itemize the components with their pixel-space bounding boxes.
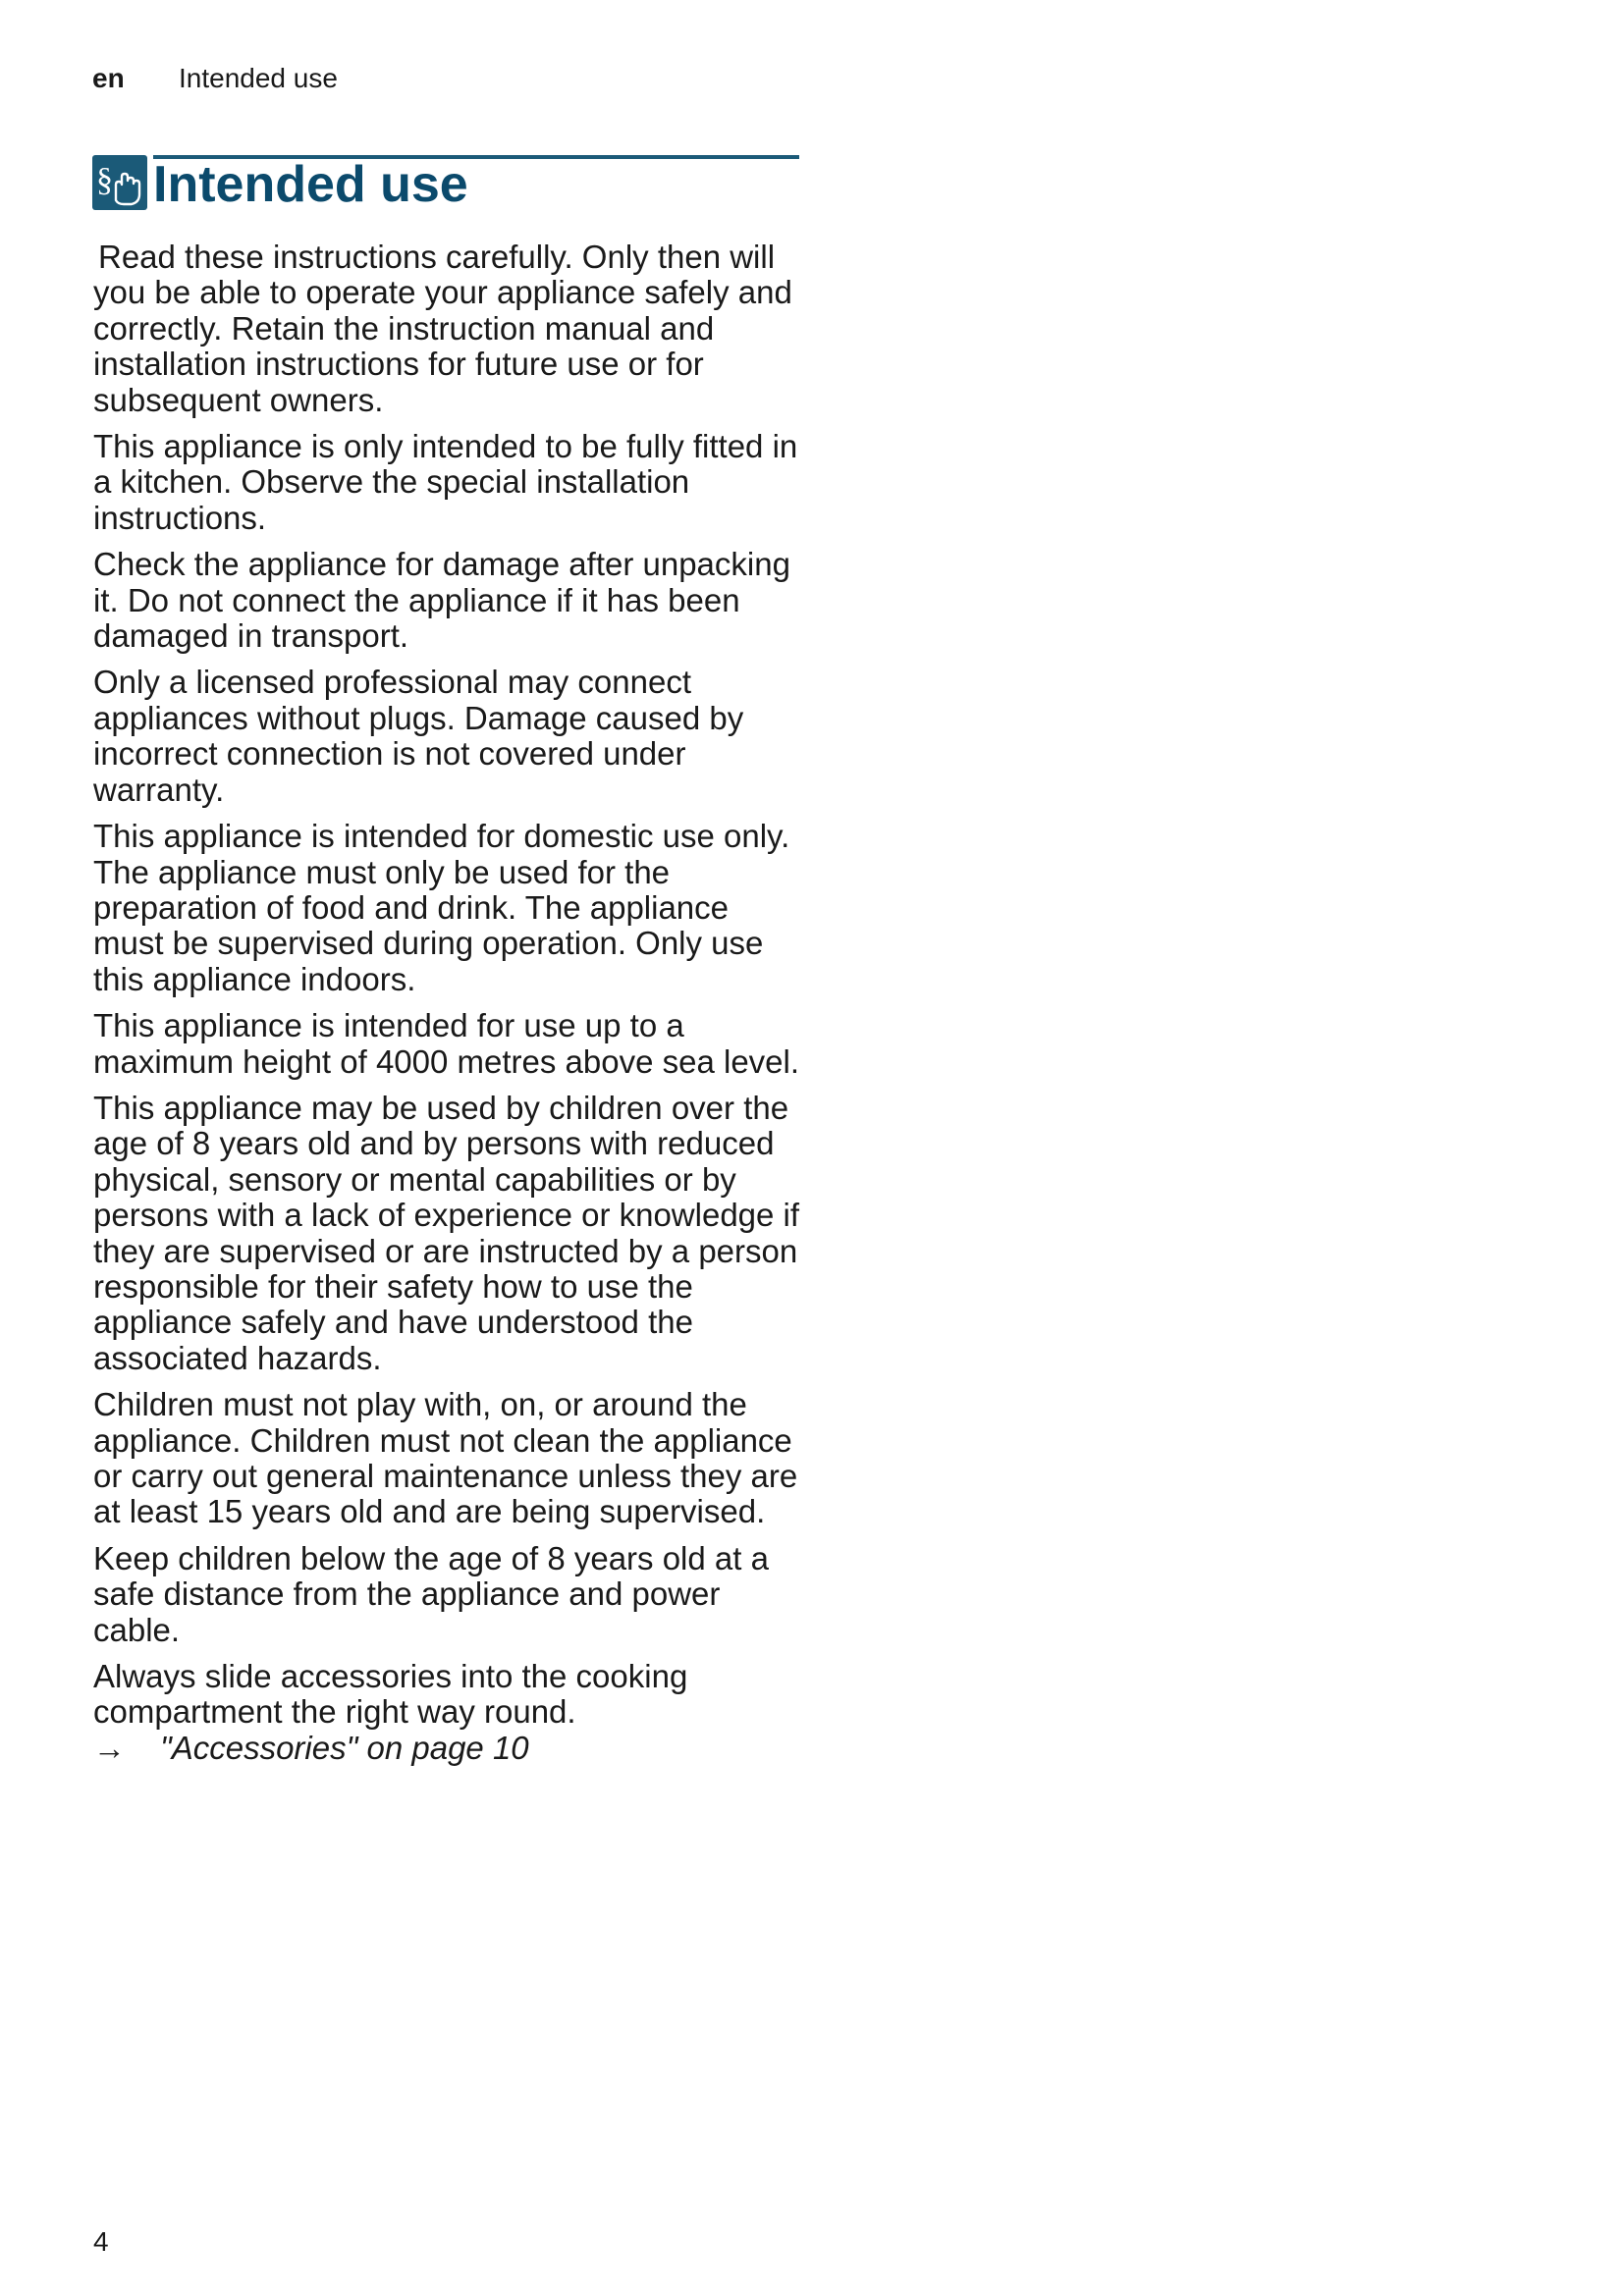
paragraph-with-xref [93,1659,800,1766]
paragraph: Always slide accessories into the cooking compartment the right way round. [93,1658,688,1731]
section-heading [92,149,799,214]
paragraph: Check the appliance for damage after unpacking it. Do not connect the appliance if it has been damaged in transport. [93,546,790,655]
accessories-page-link[interactable] [93,1731,800,1766]
page-title: Intended use [153,156,468,213]
svg-text:§: § [96,162,113,198]
running-header-section: Intended use [179,63,338,93]
language-code: en [92,63,125,93]
paragraph: Only a licensed professional may connect appliances without plugs. Damage caused by incorrect connection is not covered under warranty. [93,664,744,808]
xref-text: "Accessories" on page 10 [160,1729,529,1766]
paragraph: Children must not play with, on, or around the appliance. Children must not clean the appliance or carry out general maintenance unless they are at least 15 years old and are being supervised. [93,1386,798,1530]
paragraph: Keep children below the age of 8 years old at a safe distance from the appliance and power cable. [93,1539,769,1648]
section-hand-icon [92,155,147,210]
running-header [92,61,338,96]
arrow-right-icon: → [93,1729,126,1766]
paragraph: This appliance is intended for domestic use only. The appliance must only be used for the preparation of food and drink. The appliance must be supervised during operation. Only use this appliance indoors. [93,818,790,997]
paragraph: Read these instructions carefully. Only then will you be able to operate your appliance safely and correctly. Retain the instruction manual and installation instructions for future use or for subsequent owners. [93,239,792,418]
paragraph: This appliance is intended for use up to a maximum height of 4000 metres above sea level. [93,1007,800,1080]
paragraph: This appliance is only intended to be fully fitted in a kitchen. Observe the special installation instructions. [93,428,798,536]
paragraph: This appliance may be used by children over the age of 8 years old and by persons with reduced physical, sensory or mental capabilities or by persons with a lack of experience or knowledge if they are supervised or are instructed by a person responsible for their safety how to use the appliance safely and have understood the associated hazards. [93,1089,800,1376]
page-number: 4 [93,2226,109,2257]
body-text [93,240,800,1777]
